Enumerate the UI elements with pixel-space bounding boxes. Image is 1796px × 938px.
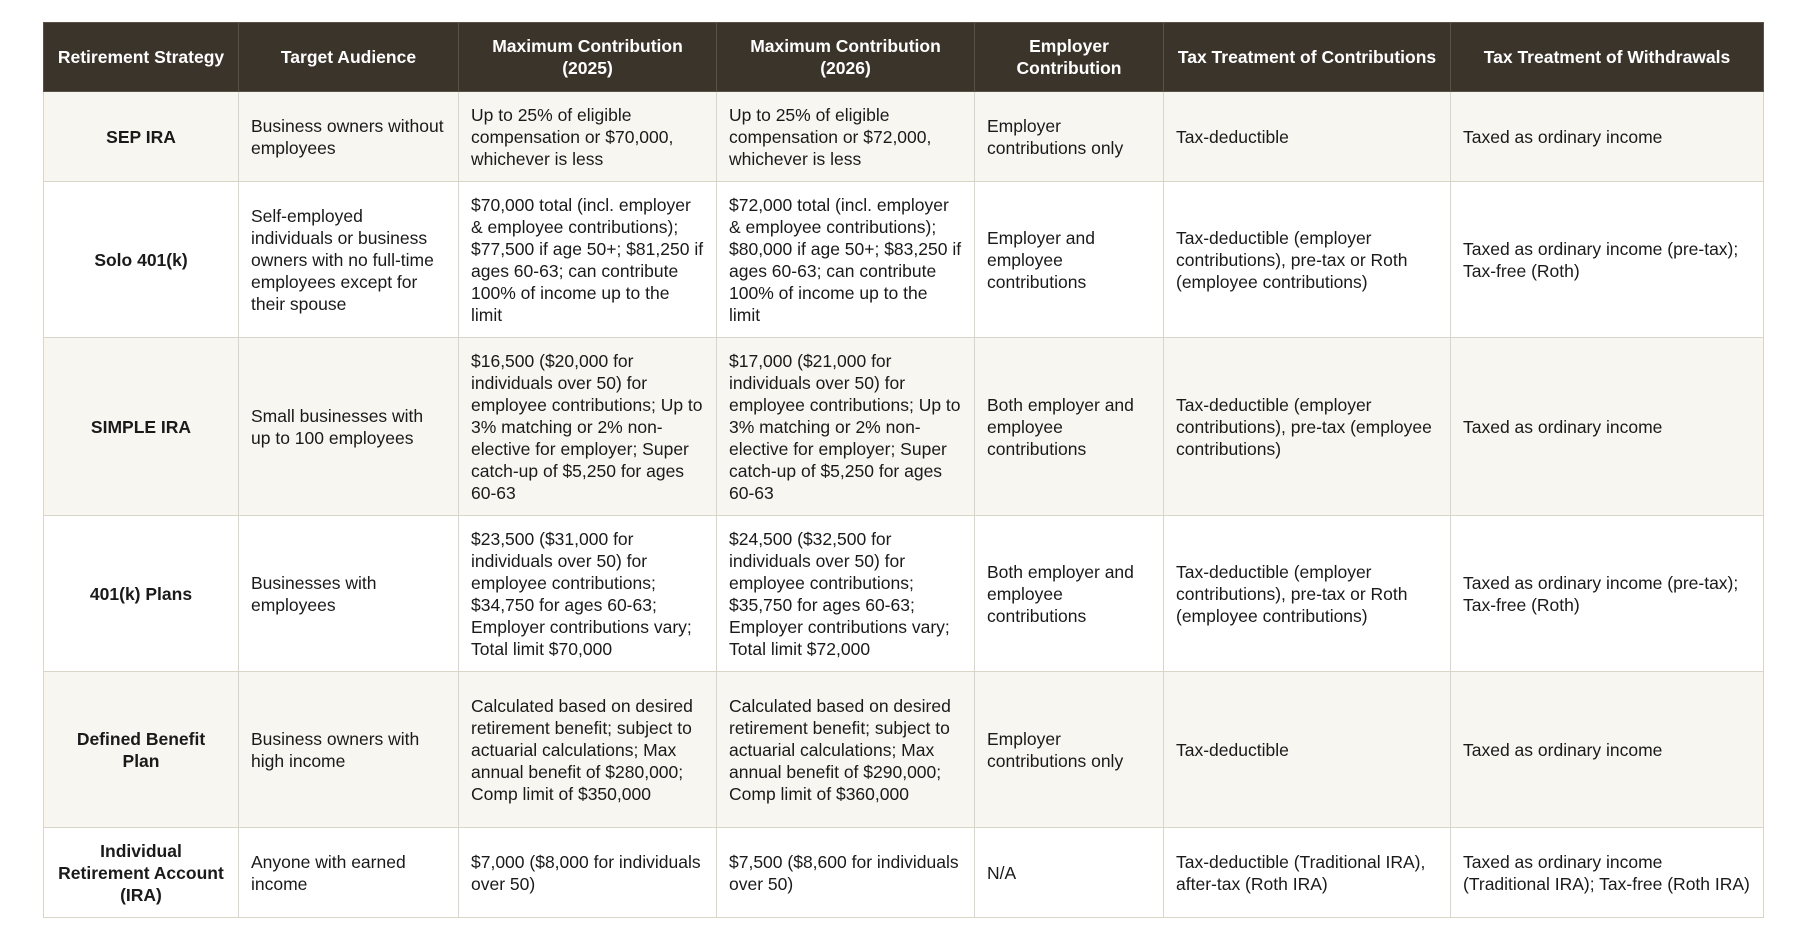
table-cell: Both employer and employee contributions [975, 516, 1164, 672]
table-cell: Taxed as ordinary income [1451, 338, 1764, 516]
table-cell: $7,000 ($8,000 for individuals over 50) [459, 828, 717, 918]
table-cell: $70,000 total (incl. employer & employee contributions); $77,500 if age 50+; $81,250 if ages 60-63; can contribute 100% of income up to the limit [459, 182, 717, 338]
table-cell: Employer contributions only [975, 672, 1164, 828]
table-row [44, 182, 1764, 338]
strategy-cell: SIMPLE IRA [44, 338, 239, 516]
retirement-strategy-table [43, 22, 1764, 918]
table-cell: Taxed as ordinary income [1451, 92, 1764, 182]
table-cell: $7,500 ($8,600 for individuals over 50) [717, 828, 975, 918]
table-cell: Business owners without employees [239, 92, 459, 182]
strategy-cell: Defined Benefit Plan [44, 672, 239, 828]
table-header-row [44, 23, 1764, 92]
table-cell: Up to 25% of eligible compensation or $72,000, whichever is less [717, 92, 975, 182]
table-row [44, 672, 1764, 828]
table-cell: Small businesses with up to 100 employees [239, 338, 459, 516]
table-cell: Businesses with employees [239, 516, 459, 672]
column-header: Maximum Contribution (2025) [459, 23, 717, 92]
table-cell: Anyone with earned income [239, 828, 459, 918]
table-row [44, 828, 1764, 918]
column-header: Target Audience [239, 23, 459, 92]
table-cell: Tax-deductible (employer contributions), pre-tax or Roth (employee contributions) [1164, 516, 1451, 672]
table-cell: Tax-deductible [1164, 92, 1451, 182]
column-header: Employer Contribution [975, 23, 1164, 92]
column-header: Tax Treatment of Contributions [1164, 23, 1451, 92]
table-cell: Employer contributions only [975, 92, 1164, 182]
table-cell: Tax-deductible (Traditional IRA), after-tax (Roth IRA) [1164, 828, 1451, 918]
table-row [44, 92, 1764, 182]
table-row [44, 516, 1764, 672]
table-cell: Taxed as ordinary income (pre-tax); Tax-free (Roth) [1451, 182, 1764, 338]
column-header: Maximum Contribution (2026) [717, 23, 975, 92]
table-cell: Self-employed individuals or business owners with no full-time employees except for their spouse [239, 182, 459, 338]
table-cell: Taxed as ordinary income (Traditional IRA); Tax-free (Roth IRA) [1451, 828, 1764, 918]
table-row [44, 338, 1764, 516]
table-cell: Calculated based on desired retirement benefit; subject to actuarial calculations; Max annual benefit of $280,000; Comp limit of $350,000 [459, 672, 717, 828]
table-cell: Up to 25% of eligible compensation or $70,000, whichever is less [459, 92, 717, 182]
table-cell: Calculated based on desired retirement benefit; subject to actuarial calculations; Max annual benefit of $290,000; Comp limit of $360,000 [717, 672, 975, 828]
table-cell: $24,500 ($32,500 for individuals over 50) for employee contributions; $35,750 for ages 60-63; Employer contributions vary; Total limit $72,000 [717, 516, 975, 672]
table-cell: Tax-deductible (employer contributions), pre-tax or Roth (employee contributions) [1164, 182, 1451, 338]
retirement-strategy-table-container [43, 22, 1763, 918]
table-cell: N/A [975, 828, 1164, 918]
table-cell: $16,500 ($20,000 for individuals over 50) for employee contributions; Up to 3% matching or 2% non-elective for employer; Super catch-up of $5,250 for ages 60-63 [459, 338, 717, 516]
table-cell: Business owners with high income [239, 672, 459, 828]
column-header: Retirement Strategy [44, 23, 239, 92]
table-cell: Taxed as ordinary income [1451, 672, 1764, 828]
table-cell: $72,000 total (incl. employer & employee contributions); $80,000 if age 50+; $83,250 if ages 60-63; can contribute 100% of income up to the limit [717, 182, 975, 338]
table-cell: $23,500 ($31,000 for individuals over 50) for employee contributions; $34,750 for ages 60-63; Employer contributions vary; Total limit $70,000 [459, 516, 717, 672]
table-cell: Tax-deductible (employer contributions), pre-tax (employee contributions) [1164, 338, 1451, 516]
strategy-cell: Solo 401(k) [44, 182, 239, 338]
table-cell: Both employer and employee contributions [975, 338, 1164, 516]
table-cell: Tax-deductible [1164, 672, 1451, 828]
strategy-cell: 401(k) Plans [44, 516, 239, 672]
column-header: Tax Treatment of Withdrawals [1451, 23, 1764, 92]
table-cell: $17,000 ($21,000 for individuals over 50) for employee contributions; Up to 3% matching or 2% non-elective for employer; Super catch-up of $5,250 for ages 60-63 [717, 338, 975, 516]
strategy-cell: SEP IRA [44, 92, 239, 182]
table-cell: Taxed as ordinary income (pre-tax); Tax-free (Roth) [1451, 516, 1764, 672]
strategy-cell: Individual Retirement Account (IRA) [44, 828, 239, 918]
table-cell: Employer and employee contributions [975, 182, 1164, 338]
